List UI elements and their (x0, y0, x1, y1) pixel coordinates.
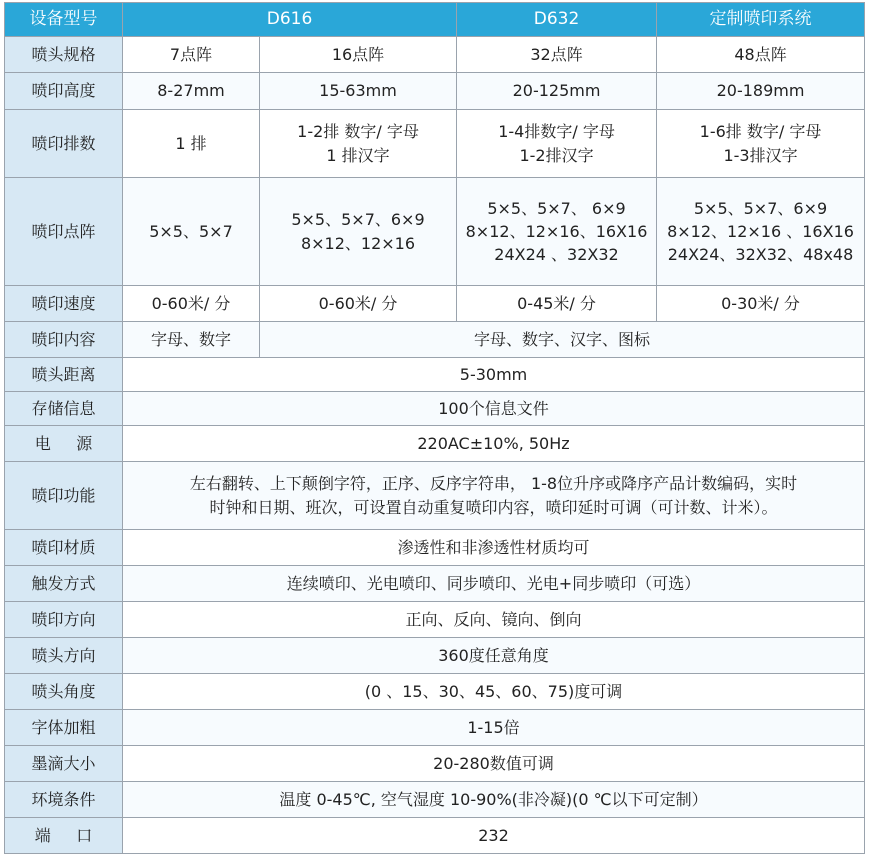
row-ink-drop (5, 746, 865, 782)
row-label (5, 426, 123, 462)
cell-d616-16dot: 0-60米/ 分 (260, 286, 457, 322)
row-nozzle-angle (5, 674, 865, 710)
row-nozzle-spec (5, 37, 865, 73)
cell-line: 时钟和日期、班次，可设置自动重复喷印内容，喷印延时可调（可计数、计米）。 (209, 497, 778, 517)
row-label: 喷头角度 (5, 674, 123, 710)
cell-d616-7dot: 字母、数字 (123, 322, 260, 358)
cell-d632 (457, 110, 657, 178)
header-custom: 定制喷印系统 (657, 3, 865, 37)
cell-merged: 220AC±10%, 50Hz (123, 426, 865, 462)
cell-custom: 48点阵 (657, 37, 865, 73)
row-print-speed (5, 286, 865, 322)
cell-d616-7dot: 8-27mm (123, 73, 260, 110)
row-label: 喷印速度 (5, 286, 123, 322)
row-label: 环境条件 (5, 782, 123, 818)
cell-merged: 232 (123, 818, 865, 854)
cell-d616-16dot: 15-63mm (260, 73, 457, 110)
cell-custom (657, 110, 865, 178)
cell-merged: 正向、反向、镜向、倒向 (123, 602, 865, 638)
cell-custom (657, 178, 865, 286)
cell-merged: 5-30mm (123, 358, 865, 392)
row-label: 字体加粗 (5, 710, 123, 746)
cell-d616-16dot (260, 178, 457, 286)
row-label: 喷印高度 (5, 73, 123, 110)
row-label: 喷印内容 (5, 322, 123, 358)
row-dot-matrix (5, 178, 865, 286)
row-print-height (5, 73, 865, 110)
cell-line: 8×12、12×16 、16X16 (667, 221, 854, 241)
spec-table (4, 2, 865, 854)
cell-d632: 0-45米/ 分 (457, 286, 657, 322)
row-print-direction (5, 602, 865, 638)
cell-line: 8×12、12×16 (300, 233, 416, 253)
row-label: 喷印功能 (5, 462, 123, 530)
row-print-rows (5, 110, 865, 178)
row-label: 喷头距离 (5, 358, 123, 392)
row-nozzle-distance (5, 358, 865, 392)
header-row (5, 3, 865, 37)
row-label (5, 818, 123, 854)
header-d632: D632 (457, 3, 657, 37)
cell-merged: 字母、数字、汉字、图标 (260, 322, 865, 358)
row-material (5, 530, 865, 566)
cell-merged: 连续喷印、光电喷印、同步喷印、光电+同步喷印（可选） (123, 566, 865, 602)
cell-line: 1-4排数字/ 字母 (498, 122, 615, 142)
row-label: 喷印材质 (5, 530, 123, 566)
row-label: 喷头方向 (5, 638, 123, 674)
cell-merged (123, 462, 865, 530)
cell-line: 1-2排 数字/ 字母 (297, 122, 419, 142)
cell-d616-7dot: 5×5、5×7 (123, 178, 260, 286)
header-d616: D616 (123, 3, 457, 37)
cell-merged: 温度 0-45℃, 空气湿度 10-90%(非冷凝)(0 ℃以下可定制） (123, 782, 865, 818)
cell-line: 5×5、5×7、 6×9 (487, 198, 626, 218)
cell-line: 24X24 、32X32 (494, 245, 619, 265)
cell-line: 左右翻转、上下颠倒字符，正序、反序字符串， 1-8位升序或降序产品计数编码，实时 (189, 474, 798, 494)
row-print-content (5, 322, 865, 358)
cell-line: 1-6排 数字/ 字母 (699, 122, 822, 142)
cell-merged: 渗透性和非渗透性材质均可 (123, 530, 865, 566)
row-environment (5, 782, 865, 818)
row-port (5, 818, 865, 854)
cell-d616-7dot: 7点阵 (123, 37, 260, 73)
row-label: 存储信息 (5, 392, 123, 426)
cell-merged: 100个信息文件 (123, 392, 865, 426)
cell-line: 1-3排汉字 (723, 145, 798, 165)
cell-custom: 0-30米/ 分 (657, 286, 865, 322)
cell-line: 1-2排汉字 (519, 145, 594, 165)
cell-d632 (457, 178, 657, 286)
row-label: 喷头规格 (5, 37, 123, 73)
cell-line: 5×5、5×7、6×9 (291, 210, 425, 230)
row-nozzle-direction (5, 638, 865, 674)
cell-d632: 32点阵 (457, 37, 657, 73)
row-label: 喷印排数 (5, 110, 123, 178)
cell-line: 24X24、32X32、48x48 (667, 245, 854, 265)
row-functions (5, 462, 865, 530)
cell-merged: 1-15倍 (123, 710, 865, 746)
cell-d632: 20-125mm (457, 73, 657, 110)
cell-line: 5×5、5×7、6×9 (693, 198, 828, 218)
cell-merged: 360度任意角度 (123, 638, 865, 674)
cell-d616-7dot: 1 排 (123, 110, 260, 178)
row-label: 墨滴大小 (5, 746, 123, 782)
cell-merged: 20-280数值可调 (123, 746, 865, 782)
row-label-text: 电源 (34, 433, 118, 453)
row-power (5, 426, 865, 462)
cell-d616-7dot: 0-60米/ 分 (123, 286, 260, 322)
cell-line: 8×12、12×16、16X16 (465, 221, 648, 241)
row-storage (5, 392, 865, 426)
row-label-text: 端口 (34, 825, 118, 845)
row-label: 触发方式 (5, 566, 123, 602)
row-label: 喷印方向 (5, 602, 123, 638)
cell-custom: 20-189mm (657, 73, 865, 110)
cell-d616-16dot (260, 110, 457, 178)
row-trigger (5, 566, 865, 602)
cell-line: 1 排汉字 (326, 145, 390, 165)
header-model: 设备型号 (5, 3, 123, 37)
cell-d616-16dot: 16点阵 (260, 37, 457, 73)
row-label: 喷印点阵 (5, 178, 123, 286)
row-bold (5, 710, 865, 746)
cell-merged: (0 、15、30、45、60、75)度可调 (123, 674, 865, 710)
